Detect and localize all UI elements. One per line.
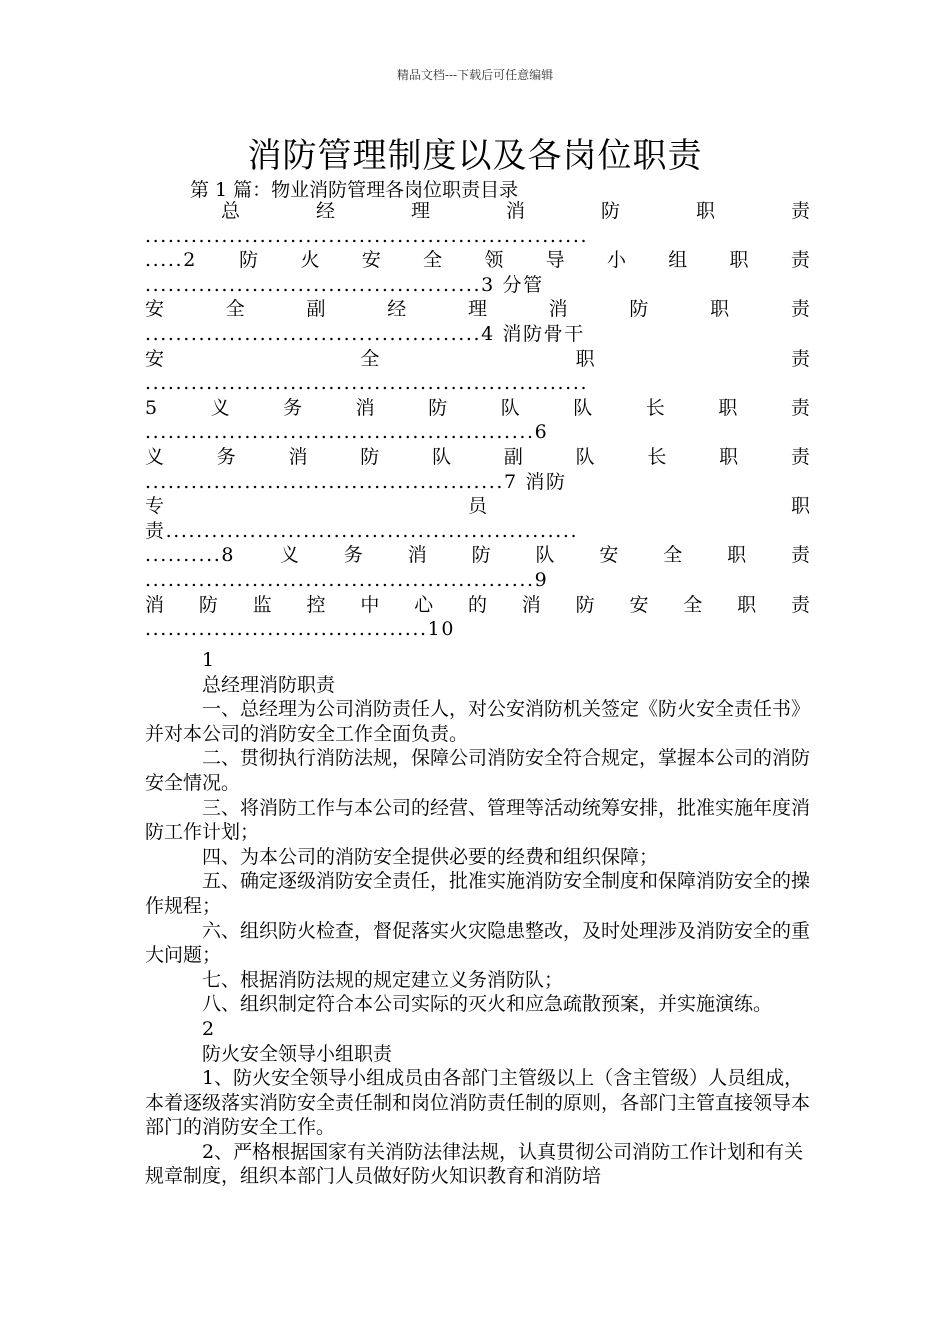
- toc-token: 心: [414, 593, 434, 616]
- toc-line: [145, 494, 810, 519]
- toc-token: 责......................................................: [145, 519, 579, 542]
- toc-token: 消: [505, 200, 525, 222]
- toc-token: 组: [668, 249, 688, 272]
- toc-token: 控: [306, 593, 326, 616]
- toc-token: 义: [210, 396, 230, 419]
- toc-line: [145, 248, 810, 273]
- toc-line: [145, 297, 810, 322]
- toc-token: 职: [729, 249, 749, 272]
- toc-token: 领: [484, 249, 504, 272]
- toc-line: [145, 617, 810, 642]
- toc-token: 责: [790, 249, 810, 272]
- toc-token: 防: [360, 445, 380, 468]
- toc-line: [145, 347, 810, 372]
- toc-token: 全: [225, 298, 245, 321]
- document-body: [145, 648, 810, 1189]
- toc-token: 经: [315, 200, 335, 222]
- toc-token: 消: [145, 593, 165, 616]
- toc-token: ...................................................6: [145, 421, 549, 444]
- toc-token: ...............................................7 消防: [145, 470, 567, 493]
- toc-token: .....................................10: [145, 618, 456, 641]
- toc-token: 务: [343, 544, 363, 567]
- toc-token: 队: [573, 396, 593, 419]
- toc-line: [145, 371, 810, 396]
- toc-line: [145, 470, 810, 495]
- toc-token: 导: [545, 249, 565, 272]
- section-number: 2: [202, 1017, 215, 1040]
- toc-token: 义: [145, 445, 165, 468]
- toc-token: 防: [575, 593, 595, 616]
- toc-line: [145, 273, 810, 298]
- toc-token: 责: [790, 200, 810, 222]
- toc-token: 经: [387, 298, 407, 321]
- toc-token: 消: [355, 396, 375, 419]
- toc-token: ...................................................9: [145, 568, 549, 591]
- toc-token: 职: [695, 200, 715, 222]
- toc-token: 全: [663, 544, 683, 567]
- toc-token: 职: [575, 347, 595, 370]
- table-of-contents: [145, 199, 810, 642]
- paragraph: 四、为本公司的消防安全提供必要的经费和组织保障；: [202, 845, 659, 868]
- paragraph: 二、贯彻执行消防法规，保障公司消防安全符合规定，掌握本公司的消防安全情况。: [145, 747, 811, 794]
- toc-token: 职: [790, 495, 810, 518]
- toc-token: 职: [719, 445, 739, 468]
- paragraph: 1、防火安全领导小组成员由各部门主管级以上（含主管级）人员组成，本着逐级落实消防安全责任制和岗位消防责任制的原则，各部门主管直接领导本部门的消防安全工作。: [145, 1067, 811, 1139]
- toc-token: 防: [198, 593, 218, 616]
- toc-token: 职: [727, 544, 747, 567]
- paragraph: 三、将消防工作与本公司的经营、管理等活动统筹安排，批准实施年度消防工作计划；: [145, 796, 811, 844]
- toc-token: 防: [629, 298, 649, 321]
- toc-token: 安: [361, 249, 381, 272]
- toc-token: 理: [410, 200, 430, 222]
- toc-token: 责: [790, 544, 810, 567]
- toc-token: 员: [467, 495, 487, 518]
- toc-line: [145, 543, 810, 568]
- toc-token: 安: [145, 347, 165, 370]
- section-title: 总经理消防职责: [202, 673, 336, 696]
- toc-line: [145, 396, 810, 421]
- toc-token: 安: [599, 544, 619, 567]
- toc-token: 职: [710, 298, 730, 321]
- header-note: 精品文档---下载后可任意编辑: [396, 68, 554, 82]
- paragraph: 六、组织防火检查，督促落实火灾隐患整改，及时处理涉及消防安全的重大问题；: [145, 919, 811, 967]
- toc-token: 队: [500, 396, 520, 419]
- toc-token: 防: [600, 200, 620, 222]
- toc-token: 监: [252, 593, 272, 616]
- toc-token: 消: [288, 445, 308, 468]
- toc-token: ............................................4 消防骨干: [145, 322, 585, 345]
- toc-line: [145, 568, 810, 593]
- toc-token: ............................................3 分管: [145, 273, 544, 296]
- paragraph: 七、根据消防法规的规定建立义务消防队；: [202, 968, 564, 991]
- paragraph: 2、严格根据国家有关消防法律法规，认真贯彻公司消防工作计划和有关规章制度，组织本部门人员做好防火知识教育和消防培: [145, 1140, 804, 1188]
- toc-token: 的: [467, 593, 487, 616]
- toc-token: 队: [432, 445, 452, 468]
- toc-token: 防: [239, 249, 259, 272]
- toc-token: 长: [647, 445, 667, 468]
- toc-token: 责: [790, 298, 810, 321]
- toc-token: 务: [216, 445, 236, 468]
- paragraph: 八、组织制定符合本公司实际的灭火和应急疏散预案，并实施演练。: [202, 993, 773, 1016]
- toc-token: 责: [790, 593, 810, 616]
- section-title: 防火安全领导小组职责: [202, 1042, 393, 1065]
- toc-token: 安: [629, 593, 649, 616]
- toc-token: 防: [428, 396, 448, 419]
- toc-token: 5: [145, 396, 158, 419]
- toc-token: 队: [535, 544, 555, 567]
- toc-line: [145, 519, 810, 544]
- toc-token: 小: [606, 249, 626, 272]
- paragraph: 五、确定逐级消防安全责任，批准实施消防安全制度和保障消防安全的操作规程；: [145, 870, 811, 917]
- toc-token: 中: [360, 593, 380, 616]
- toc-line: [145, 420, 810, 445]
- toc-token: .....2: [145, 249, 197, 272]
- toc-token: 职: [718, 396, 738, 419]
- toc-token: 队: [575, 445, 595, 468]
- toc-token: 理: [467, 298, 487, 321]
- toc-token: 火: [300, 249, 320, 272]
- paragraph: 一、总经理为公司消防责任人，对公安消防机关签定《防火安全责任书》并对本公司的消防安全工作全面负责。: [145, 698, 811, 745]
- toc-line: [145, 199, 810, 224]
- toc-line: [145, 322, 810, 347]
- toc-heading: 第 1 篇：物业消防管理各岗位职责目录: [190, 179, 519, 201]
- section-number: 1: [202, 649, 215, 671]
- toc-token: 总: [220, 200, 240, 222]
- toc-line: [145, 445, 810, 470]
- toc-token: 消: [407, 544, 427, 567]
- toc-token: 消: [548, 298, 568, 321]
- toc-token: 职: [737, 593, 757, 616]
- toc-token: ..........8: [145, 544, 236, 567]
- toc-token: 专: [145, 495, 165, 518]
- toc-token: 防: [471, 544, 491, 567]
- toc-token: 长: [645, 396, 665, 419]
- toc-token: 消: [521, 593, 541, 616]
- toc-token: 责: [790, 445, 810, 468]
- document-title: 消防管理制度以及各岗位职责: [247, 136, 703, 176]
- toc-token: 责: [790, 347, 810, 370]
- toc-token: 务: [283, 396, 303, 419]
- toc-token: 全: [683, 593, 703, 616]
- toc-token: 责: [790, 396, 810, 419]
- toc-token: ..........................................................: [145, 224, 589, 247]
- toc-line: [145, 593, 810, 618]
- toc-token: 全: [423, 249, 443, 272]
- toc-line: [145, 224, 810, 249]
- toc-token: 义: [279, 544, 299, 567]
- toc-token: 安: [145, 298, 165, 321]
- toc-token: 全: [360, 347, 380, 370]
- toc-token: ..........................................................: [145, 372, 589, 395]
- toc-token: 副: [306, 298, 326, 321]
- toc-token: 副: [503, 445, 523, 468]
